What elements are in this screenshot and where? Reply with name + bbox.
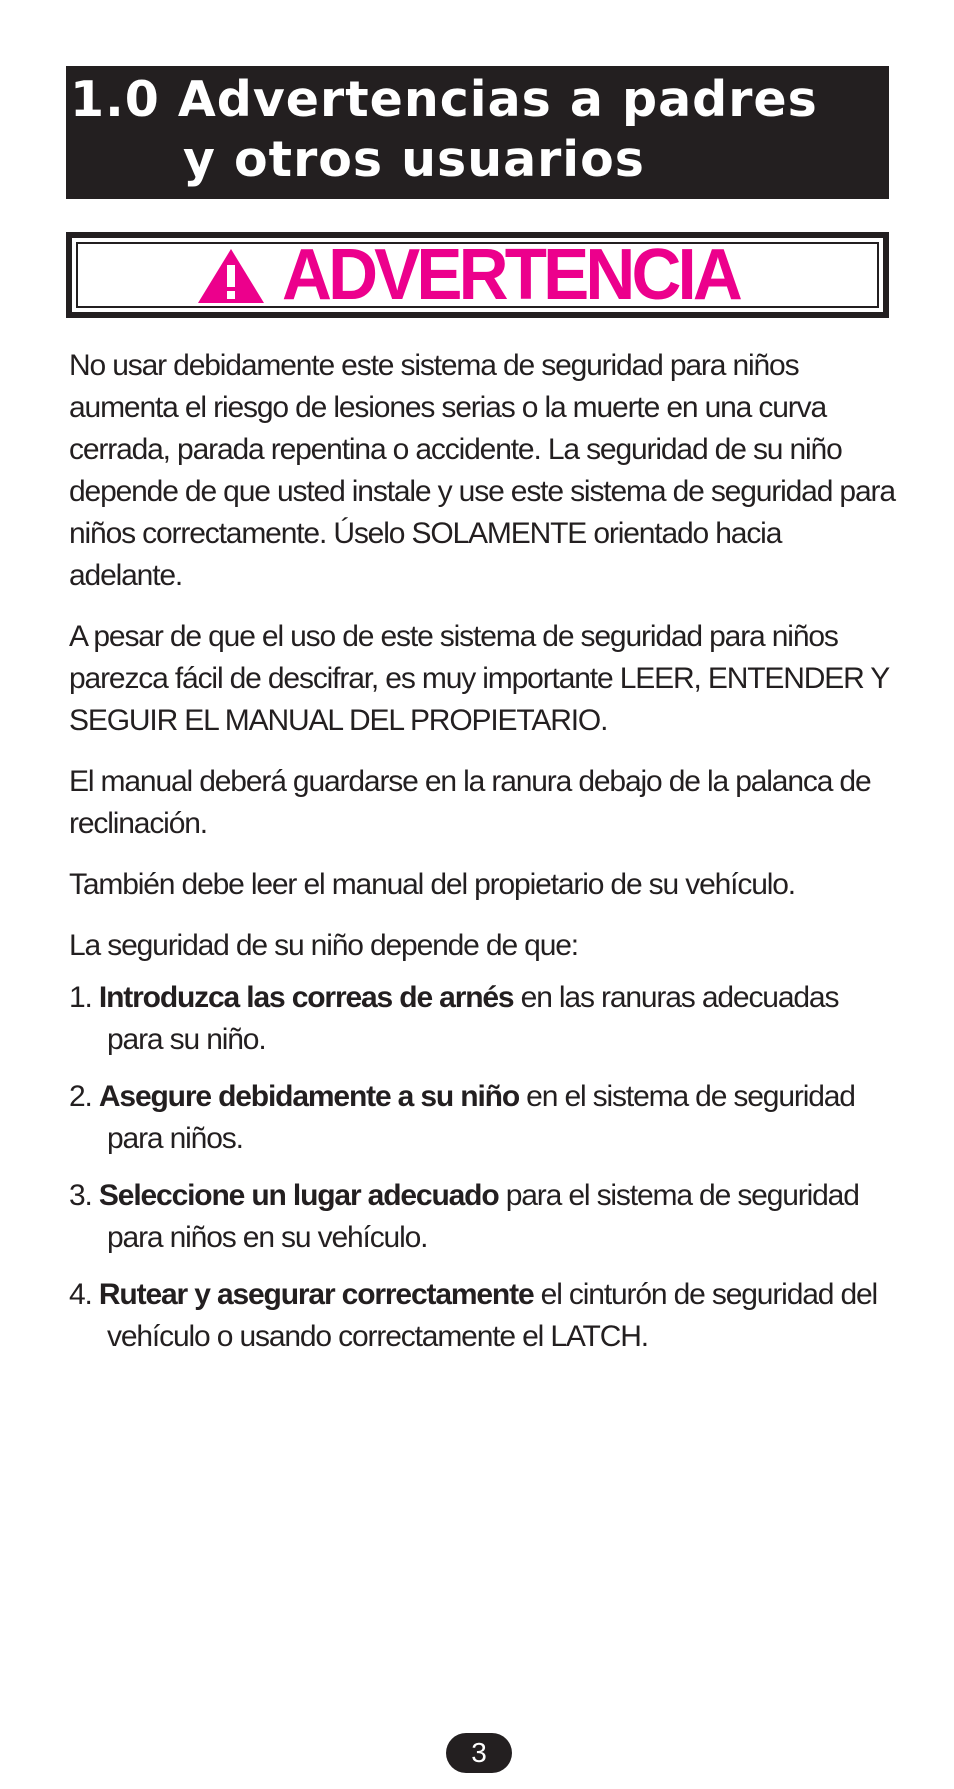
list-item-rest: en el sistema de seguridad para niños. xyxy=(107,1080,855,1155)
list-item-rest: para el sistema de seguridad para niños en su vehículo. xyxy=(107,1179,859,1254)
safety-list xyxy=(69,977,899,1358)
warning-banner-inner xyxy=(76,235,879,315)
list-item-bold: Seleccione un lugar adecuado xyxy=(98,1179,499,1212)
list-item xyxy=(69,1175,899,1259)
section-heading-line-2: y otros usuarios xyxy=(183,131,645,188)
paragraph: A pesar de que el uso de este sistema de seguridad para niños parezca fácil de descifrar, es muy importante LEER, ENTENDER Y SEGUIR EL MANUAL DEL PROPIETARIO. xyxy=(69,620,889,737)
list-item xyxy=(69,977,899,1061)
list-item-rest: el cinturón de seguridad del vehículo o usando correctamente el LATCH. xyxy=(107,1278,878,1353)
warning-label: ADVERTENCIA xyxy=(282,235,740,315)
list-item xyxy=(69,1274,899,1358)
warning-banner xyxy=(66,232,889,318)
list-number: 1. xyxy=(69,981,92,1014)
paragraph: La seguridad de su niño depende de que: xyxy=(69,929,578,962)
list-number: 2. xyxy=(69,1080,92,1113)
list-item-bold: Introduzca las correas de arnés xyxy=(98,981,514,1014)
warning-body xyxy=(69,345,899,1373)
warning-triangle-icon xyxy=(196,247,266,305)
section-heading-line-1: 1.0 Advertencias a padres xyxy=(70,71,818,128)
list-item-rest: en las ranuras adecuadas para su niño. xyxy=(107,981,839,1056)
list-number: 3. xyxy=(69,1179,92,1212)
paragraph: No usar debidamente este sistema de seguridad para niños aumenta el riesgo de lesiones serias o la muerte en una curva cerrada, parada repentina o accidente. La seguridad de su niño depende de que usted instale y use este sistema de seguridad para niños correctamente. Úselo SOLAMENTE orientado hacia adelante. xyxy=(69,349,895,592)
paragraph: También debe leer el manual del propietario de su vehículo. xyxy=(69,868,795,901)
page-number: 3 xyxy=(446,1733,512,1773)
list-number: 4. xyxy=(69,1278,92,1311)
section-heading xyxy=(66,66,889,199)
paragraph: El manual deberá guardarse en la ranura debajo de la palanca de reclinación. xyxy=(69,765,871,840)
list-item-bold: Rutear y asegurar correctamente xyxy=(98,1278,534,1311)
list-item-bold: Asegure debidamente a su niño xyxy=(98,1080,519,1113)
list-item xyxy=(69,1076,899,1160)
